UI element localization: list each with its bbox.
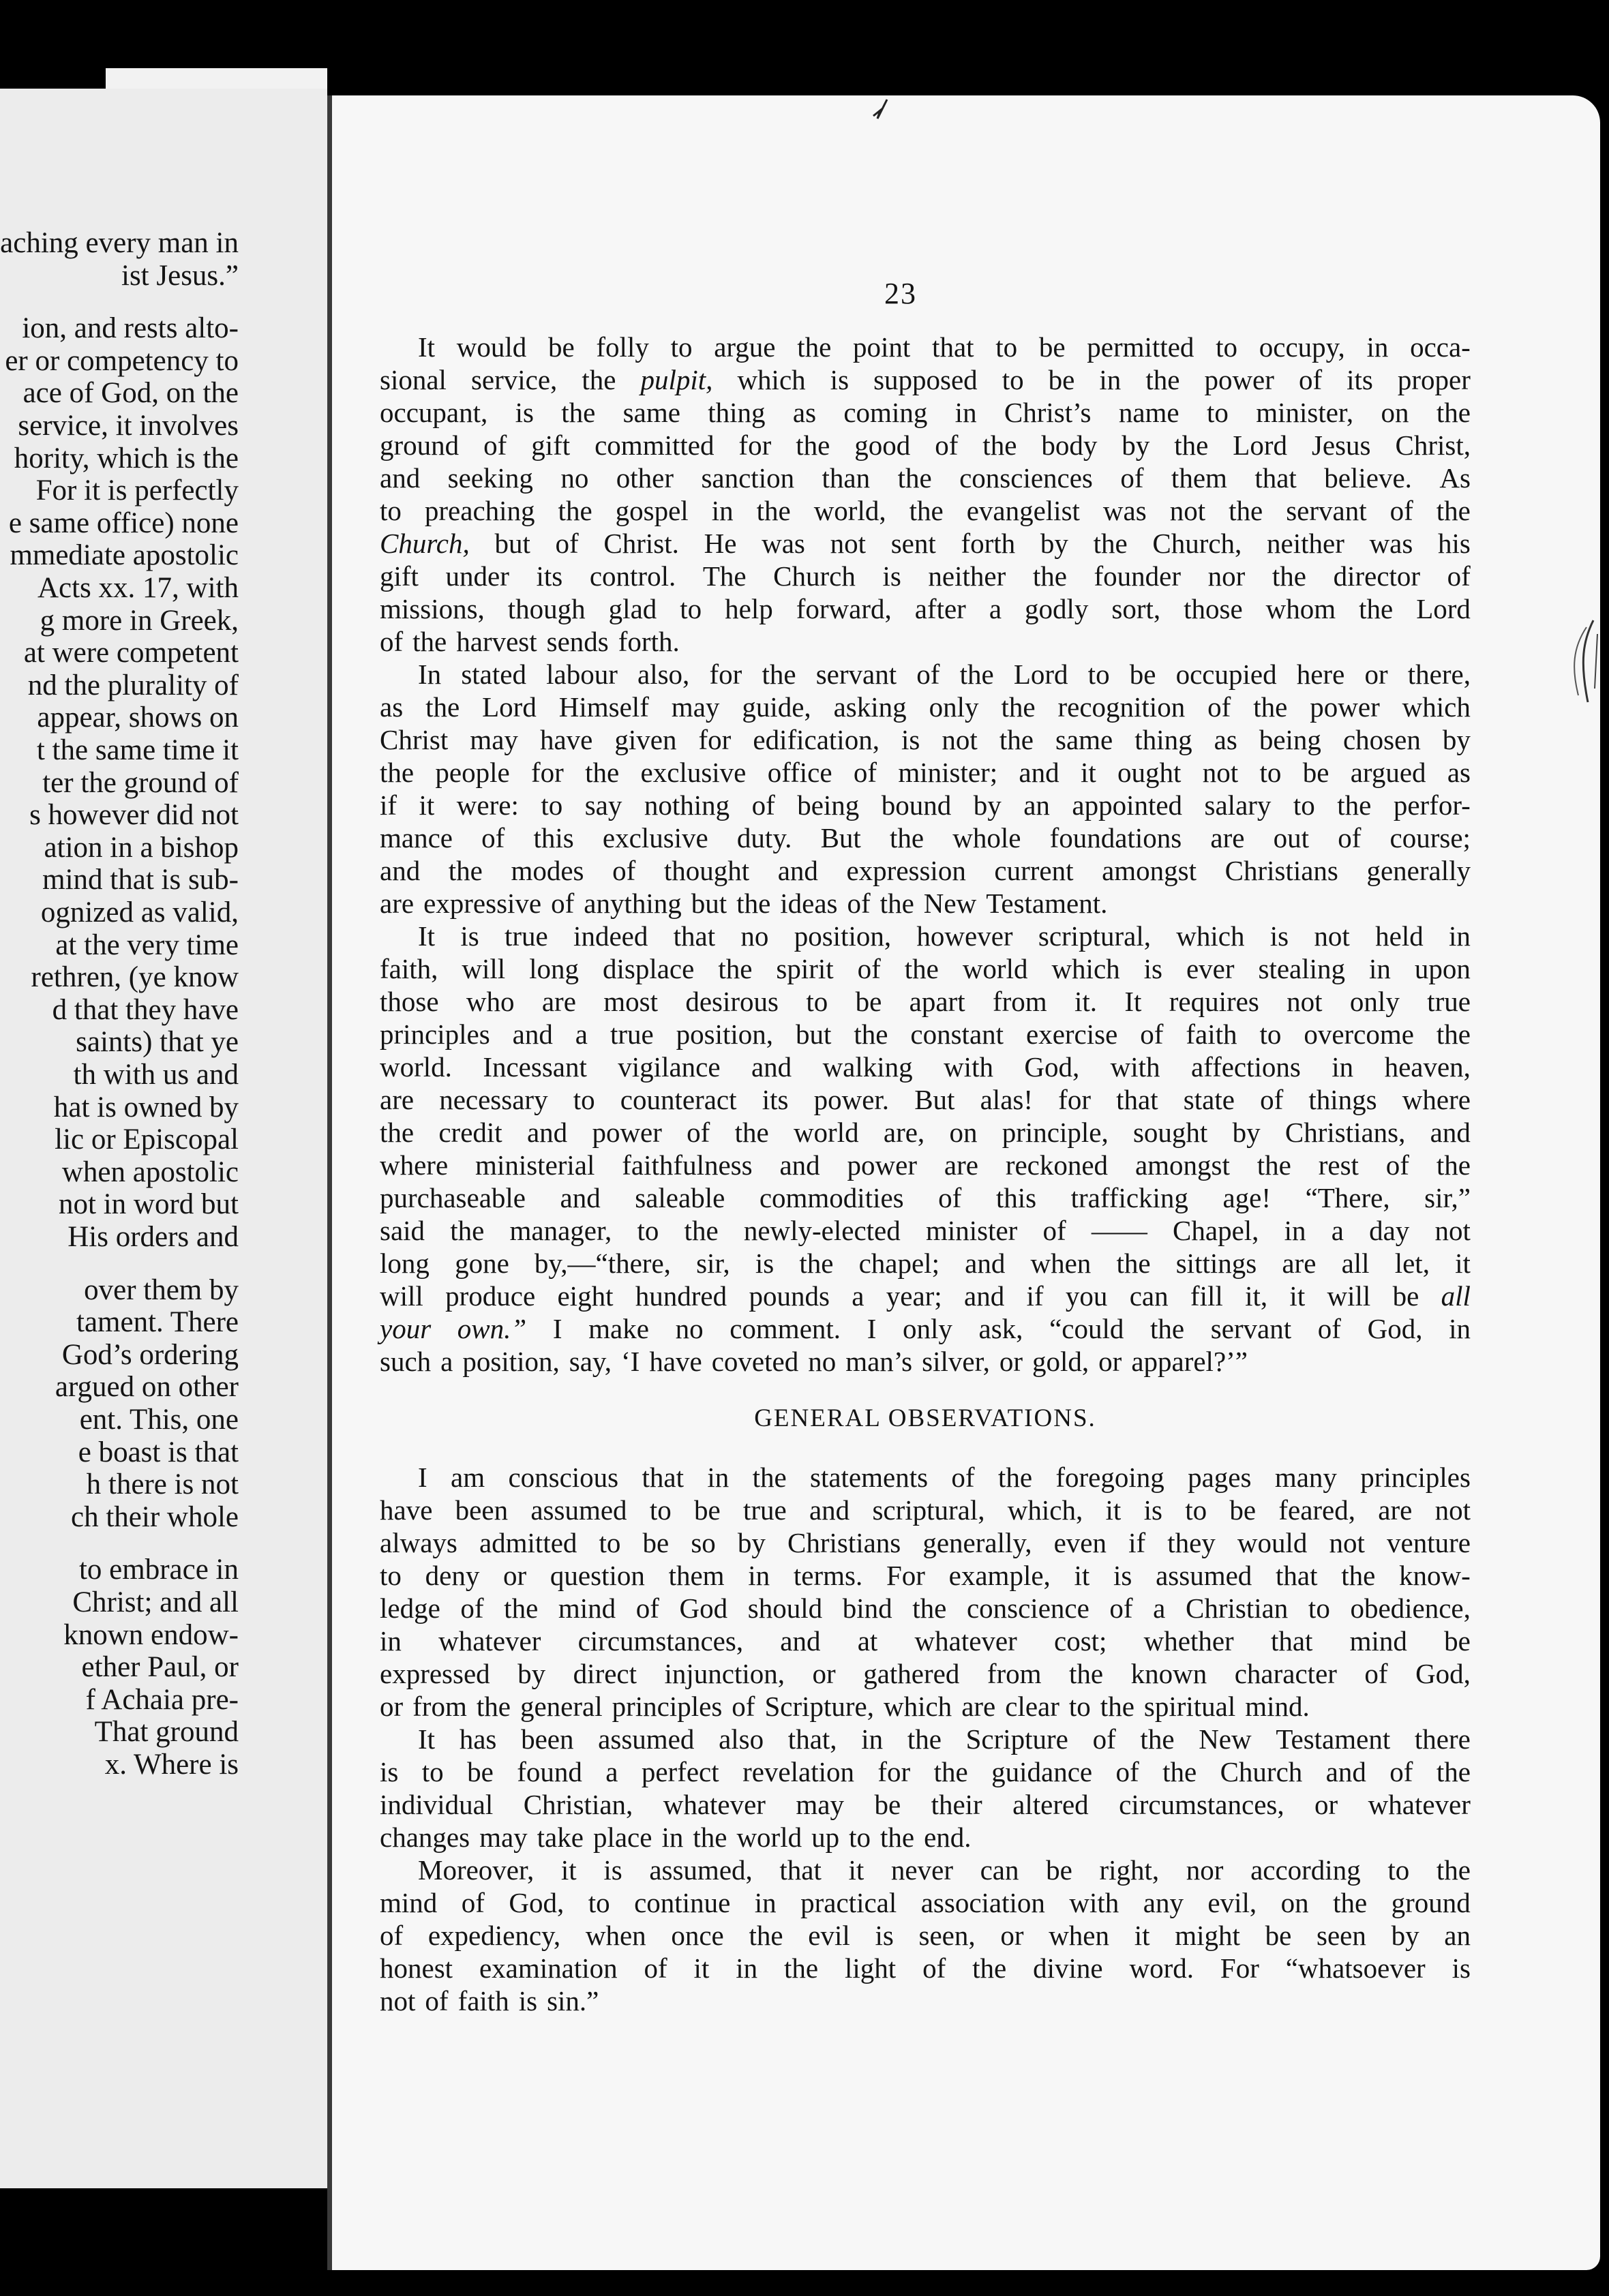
text-line: will produce eight hundred pounds a year; and if you can fill it, it will be all: [380, 1280, 1471, 1312]
left-page-line: ter the ground of: [42, 766, 239, 799]
left-page-line: er or competency to: [5, 344, 239, 377]
left-page-line: hority, which is the: [14, 442, 239, 474]
text-line: your own.” I make no comment. I only ask, “could the servant of God, in: [380, 1313, 1471, 1344]
text-line: missions, though glad to help forward, after a godly sort, those whom the Lord: [380, 593, 1471, 624]
text-line: ground of gift committed for the good of the body by the Lord Jesus Christ,: [380, 429, 1471, 461]
text-line: honest examination of it in the light of the divine word. For “whatsoever is: [380, 1952, 1471, 1984]
text-line: world. Incessant vigilance and walking with God, with affections in heaven,: [380, 1051, 1471, 1083]
text-line: to preaching the gospel in the world, the evangelist was not the servant of the: [380, 495, 1471, 526]
left-page-line: saints) that ye: [76, 1026, 239, 1059]
left-page-line: when apostolic: [61, 1155, 239, 1188]
text-line: or from the general principles of Scripture, which are clear to the spiritual mind.: [380, 1691, 1310, 1722]
edge-scratch-mark: [1546, 614, 1600, 709]
main-text: [380, 331, 1471, 2017]
page-tab: [106, 68, 327, 91]
left-page-line: t the same time it: [36, 734, 239, 766]
left-page-line: ion, and rests alto-: [22, 312, 239, 345]
page-number: 23: [884, 277, 917, 310]
left-page-line: Acts xx. 17, with: [37, 572, 239, 604]
text-line: and seeking no other sanction than the consciences of them that believe. As: [380, 462, 1471, 494]
text-line: such a position, say, ‘I have coveted no man’s silver, or gold, or apparel?’”: [380, 1346, 1248, 1377]
text-line: and the modes of thought and expression current amongst Christians generally: [380, 855, 1471, 886]
text-line: are expressive of anything but the ideas of the New Testament.: [380, 888, 1108, 919]
text-line: as the Lord Himself may guide, asking only the recognition of the power which: [380, 691, 1471, 723]
text-line: I am conscious that in the statements of the foregoing pages many principles: [418, 1462, 1471, 1493]
text-line: the credit and power of the world are, on principle, sought by Christians, and: [380, 1117, 1471, 1148]
text-line: Church, but of Christ. He was not sent forth by the Church, neither was his: [380, 528, 1471, 559]
text-line: individual Christian, whatever may be their altered circumstances, or whatever: [380, 1789, 1471, 1820]
text-line: It is true indeed that no position, however scriptural, which is not held in: [418, 920, 1471, 952]
left-page-line: appear, shows on: [37, 701, 239, 734]
right-page: [327, 95, 1600, 2270]
text-line: are necessary to counteract its power. But alas! for that state of things where: [380, 1084, 1471, 1115]
left-page-line: hat is owned by: [53, 1091, 239, 1123]
left-page-line: not in word but: [59, 1188, 239, 1221]
left-page-line: argued on other: [55, 1371, 239, 1404]
left-page-line: rethren, (ye know: [31, 961, 239, 994]
left-page-line: d that they have: [52, 993, 239, 1026]
paragraph-4: [380, 1461, 1471, 1723]
text-line: faith, will long displace the spirit of the world which is ever stealing in upon: [380, 953, 1471, 984]
left-page-line: f Achaia pre-: [85, 1683, 239, 1716]
left-page-line: service, it involves: [18, 410, 239, 442]
text-line: ledge of the mind of God should bind the conscience of a Christian to obedience,: [380, 1592, 1471, 1624]
ink-mark-icon: [871, 95, 891, 123]
left-page-line: aching every man in: [0, 227, 239, 259]
section-heading: GENERAL OBSERVATIONS.: [754, 1404, 1096, 1432]
text-line: changes may take place in the world up to the end.: [380, 1822, 972, 1853]
text-line: of expediency, when once the evil is seen, or when it might be seen by an: [380, 1920, 1471, 1951]
left-page-line: to embrace in: [78, 1554, 239, 1586]
left-page-line: h there is not: [86, 1468, 239, 1501]
text-line: principles and a true position, but the constant exercise of faith to overcome the: [380, 1018, 1471, 1050]
text-line: long gone by,—“there, sir, is the chapel; and when the sittings are all let, it: [380, 1248, 1471, 1279]
text-line: expressed by direct injunction, or gathered from the known character of God,: [380, 1658, 1471, 1689]
left-page-line: God’s ordering: [61, 1338, 239, 1371]
left-page-line: s however did not: [29, 799, 239, 832]
left-page-line: ation in a bishop: [44, 831, 239, 864]
text-line: not of faith is sin.”: [380, 1985, 599, 2016]
left-page-line: For it is perfectly: [35, 474, 239, 507]
left-page-line: e same office) none: [8, 507, 239, 539]
text-line: the people for the exclusive office of minister; and it ought not to be argued as: [380, 757, 1471, 788]
text-line: It would be folly to argue the point that to be permitted to occupy, in occa-: [418, 331, 1471, 363]
left-page-line: That ground: [94, 1716, 239, 1749]
text-line: where ministerial faithfulness and power are reckoned amongst the rest of the: [380, 1149, 1471, 1181]
left-page-line: at the very time: [55, 928, 239, 961]
left-page: [0, 89, 327, 2188]
left-page-line: Christ; and all: [72, 1586, 239, 1618]
left-page-line: lic or Episcopal: [55, 1123, 239, 1156]
left-page-line: ch their whole: [71, 1500, 239, 1533]
left-page-line: g more in Greek,: [40, 604, 239, 637]
left-page-line: mmediate apostolic: [10, 539, 239, 572]
text-line: of the harvest sends forth.: [380, 626, 680, 657]
text-line: to deny or question them in terms. For example, it is assumed that the know-: [380, 1560, 1471, 1591]
left-page-line: ent. This, one: [79, 1404, 239, 1436]
left-page-line: x. Where is: [104, 1749, 239, 1781]
left-page-line: mind that is sub-: [42, 864, 239, 896]
left-page-line: His orders and: [67, 1221, 239, 1253]
paragraph-2: [380, 658, 1471, 920]
left-page-line: at were competent: [23, 637, 239, 669]
text-line: have been assumed to be true and scriptural, which, it is to be feared, are not: [380, 1494, 1471, 1526]
left-page-line: th with us and: [73, 1059, 239, 1091]
left-page-line: ognized as valid,: [40, 896, 239, 928]
text-line: mind of God, to continue in practical association with any evil, on the ground: [380, 1887, 1471, 1918]
text-line: occupant, is the same thing as coming in Christ’s name to minister, on the: [380, 397, 1471, 428]
paragraph-5: [380, 1723, 1471, 1854]
paragraph-1: [380, 331, 1471, 658]
text-line: said the manager, to the newly-elected minister of —— Chapel, in a day not: [380, 1215, 1471, 1246]
text-line: gift under its control. The Church is neither the founder nor the director of: [380, 560, 1471, 592]
paragraph-6: [380, 1854, 1471, 2017]
left-page-line: ether Paul, or: [81, 1651, 239, 1684]
left-page-line: ist Jesus.”: [121, 259, 239, 292]
left-page-line: nd the plurality of: [27, 669, 239, 701]
text-line: In stated labour also, for the servant of the Lord to be occupied here or there,: [418, 659, 1471, 690]
text-line: if it were: to say nothing of being bound by an appointed salary to the perfor-: [380, 789, 1471, 821]
left-page-line: known endow-: [63, 1618, 239, 1651]
text-line: purchaseable and saleable commodities of this trafficking age! “There, sir,”: [380, 1182, 1471, 1213]
left-page-line: over them by: [84, 1273, 239, 1306]
text-line: is to be found a perfect revelation for the guidance of the Church and of the: [380, 1756, 1471, 1787]
text-line: Moreover, it is assumed, that it never can be right, nor according to the: [418, 1854, 1471, 1886]
left-page-line: ace of God, on the: [22, 377, 239, 410]
text-line: those who are most desirous to be apart from it. It requires not only true: [380, 986, 1471, 1017]
text-line: It has been assumed also that, in the Scripture of the New Testament there: [418, 1723, 1471, 1755]
left-page-line: e boast is that: [78, 1436, 239, 1468]
paragraph-3: [380, 920, 1471, 1378]
left-page-line: tament. There: [76, 1306, 239, 1339]
text-line: always admitted to be so by Christians generally, even if they would not venture: [380, 1527, 1471, 1558]
text-line: sional service, the pulpit, which is supposed to be in the power of its proper: [380, 364, 1471, 395]
text-line: in whatever circumstances, and at whatever cost; whether that mind be: [380, 1625, 1471, 1657]
text-line: mance of this exclusive duty. But the whole foundations are out of course;: [380, 822, 1471, 854]
text-line: Christ may have given for edification, is not the same thing as being chosen by: [380, 724, 1471, 755]
